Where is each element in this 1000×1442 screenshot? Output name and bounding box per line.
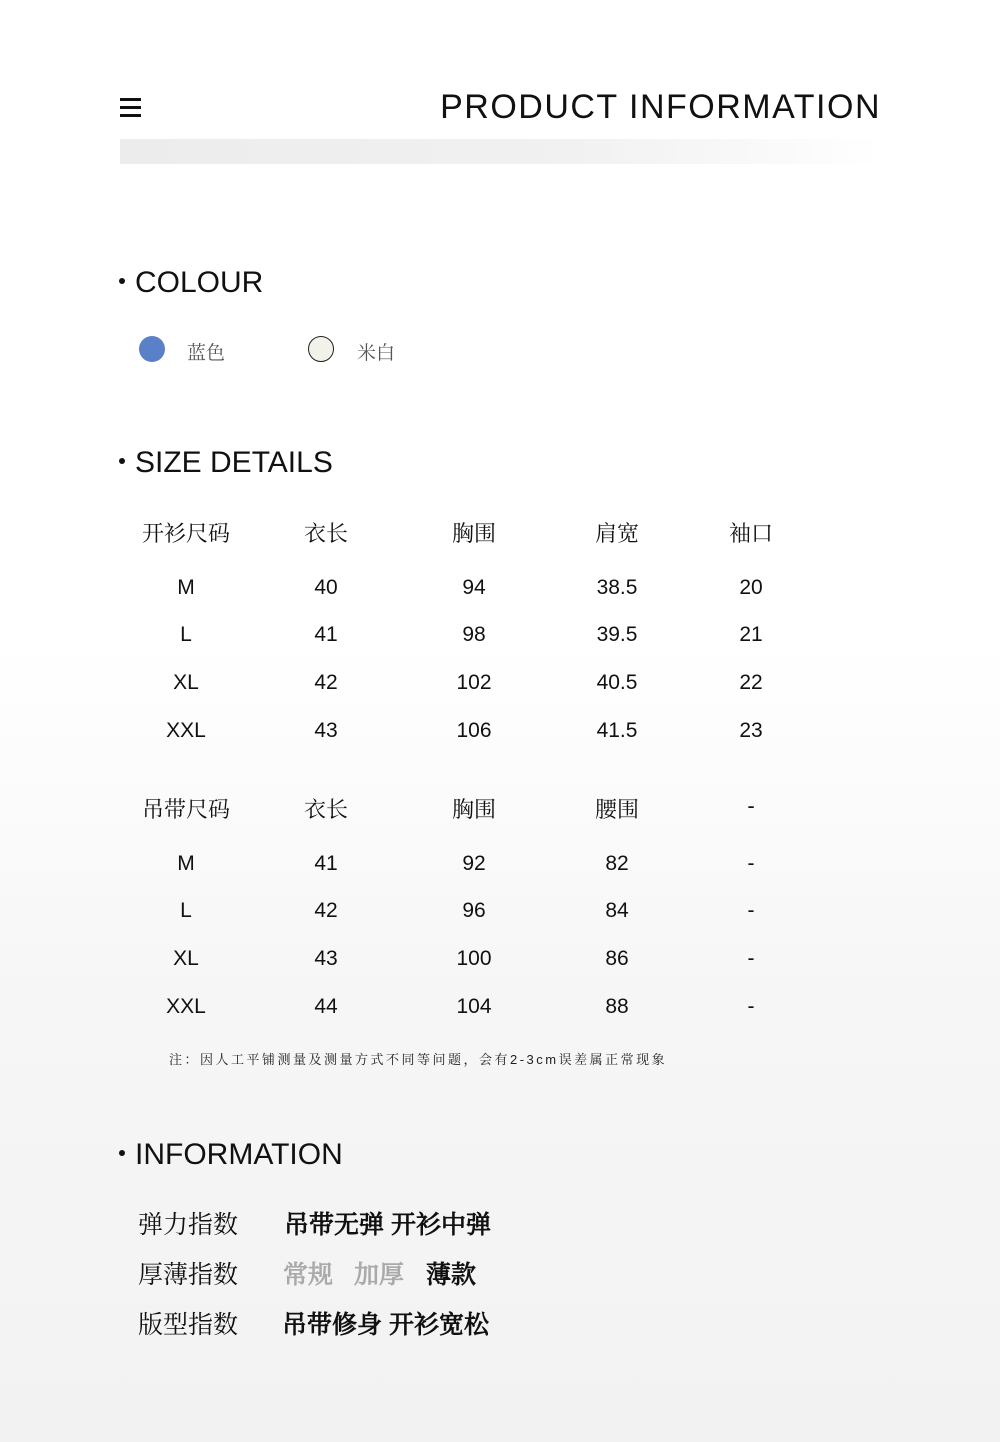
cardigan-table-cell: XXL — [166, 719, 206, 742]
cardigan-table-cell: XL — [173, 671, 199, 694]
camisole-header-cell: 衣长 — [303, 797, 349, 822]
cardigan-table-cell: 41 — [314, 623, 338, 646]
size-details-section-title — [119, 446, 333, 480]
camisole-table-cell: XL — [173, 947, 199, 970]
information-section-title — [119, 1138, 343, 1172]
camisole-table-cell: - — [747, 995, 755, 1018]
bullet-dot — [119, 458, 125, 464]
cardigan-table-cell: 98 — [462, 623, 486, 646]
cardigan-table-cell: L — [180, 623, 192, 646]
info-value-thickness-regular: 常规 — [283, 1261, 334, 1289]
camisole-header-cell: 腰围 — [594, 797, 640, 822]
camisole-header-cell: 吊带尺码 — [141, 797, 231, 822]
camisole-table-cell: 92 — [462, 852, 486, 875]
cardigan-table-cell: 42 — [314, 671, 338, 694]
camisole-table-cell: 100 — [456, 947, 492, 970]
camisole-table-cell: - — [747, 899, 755, 922]
bullet-dot — [119, 278, 125, 284]
cardigan-header-cell: 胸围 — [451, 521, 497, 546]
cardigan-table-cell: 22 — [739, 671, 763, 694]
cardigan-table-cell: 39.5 — [596, 623, 638, 646]
bullet-dot — [119, 1150, 125, 1156]
camisole-table-cell: - — [747, 852, 755, 875]
colour-swatch-blue[interactable] — [139, 336, 165, 362]
info-value-fit: 吊带修身 开衫宽松 — [282, 1311, 489, 1339]
hamburger-menu-icon[interactable] — [120, 97, 142, 119]
colour-label-offwhite: 米白 — [357, 343, 396, 364]
cardigan-header-cell: 肩宽 — [594, 521, 640, 546]
cardigan-header-cell: 衣长 — [303, 521, 349, 546]
cardigan-table-cell: 102 — [456, 671, 492, 694]
info-label-elasticity: 弹力指数 — [138, 1211, 239, 1239]
info-value-thickness-thin: 薄款 — [426, 1261, 477, 1289]
size-details-title-text: SIZE DETAILS — [135, 446, 333, 479]
cardigan-header-cell: 袖口 — [728, 521, 774, 546]
info-value-thickness-thick: 加厚 — [354, 1261, 405, 1289]
cardigan-table-cell: 23 — [739, 719, 763, 742]
camisole-table-cell: 86 — [605, 947, 629, 970]
info-label-thickness: 厚薄指数 — [138, 1261, 239, 1289]
camisole-table-cell: 96 — [462, 899, 486, 922]
cardigan-table-cell: 43 — [314, 719, 338, 742]
colour-section-title — [119, 266, 263, 300]
colour-title-text: COLOUR — [135, 266, 264, 299]
cardigan-table-cell: 41.5 — [596, 719, 638, 742]
cardigan-table-cell: 94 — [462, 576, 486, 599]
colour-swatch-offwhite[interactable] — [308, 336, 334, 362]
cardigan-table-cell: 40.5 — [596, 671, 638, 694]
information-title-text: INFORMATION — [135, 1138, 343, 1171]
camisole-table-cell: 82 — [605, 852, 629, 875]
camisole-table-cell: M — [177, 852, 195, 875]
info-label-fit: 版型指数 — [138, 1311, 239, 1339]
colour-label-blue: 蓝色 — [187, 343, 226, 364]
info-value-elasticity: 吊带无弹 开衫中弹 — [284, 1211, 491, 1239]
camisole-table-cell: 104 — [456, 995, 492, 1018]
camisole-table-cell: XXL — [166, 995, 206, 1018]
cardigan-header-cell: 开衫尺码 — [141, 521, 231, 546]
camisole-header-cell: 胸围 — [451, 797, 497, 822]
camisole-table-cell: 43 — [314, 947, 338, 970]
camisole-table-cell: 84 — [605, 899, 629, 922]
cardigan-table-cell: M — [177, 576, 195, 599]
camisole-table-cell: 41 — [314, 852, 338, 875]
cardigan-table-cell: 38.5 — [596, 576, 638, 599]
header-divider-bar — [120, 139, 880, 164]
camisole-table-cell: L — [180, 899, 192, 922]
camisole-header-cell: - — [747, 793, 755, 818]
camisole-table-cell: 88 — [605, 995, 629, 1018]
camisole-table-cell: - — [747, 947, 755, 970]
cardigan-table-cell: 106 — [456, 719, 492, 742]
camisole-table-cell: 42 — [314, 899, 338, 922]
page-title: PRODUCT INFORMATION — [440, 88, 881, 126]
cardigan-table-cell: 21 — [739, 623, 763, 646]
cardigan-table-cell: 20 — [739, 576, 763, 599]
cardigan-table-cell: 40 — [314, 576, 338, 599]
camisole-table-cell: 44 — [314, 995, 338, 1018]
measurement-note: 注：因人工平铺测量及测量方式不同等问题，会有2-3cm误差属正常现象 — [169, 1052, 668, 1067]
